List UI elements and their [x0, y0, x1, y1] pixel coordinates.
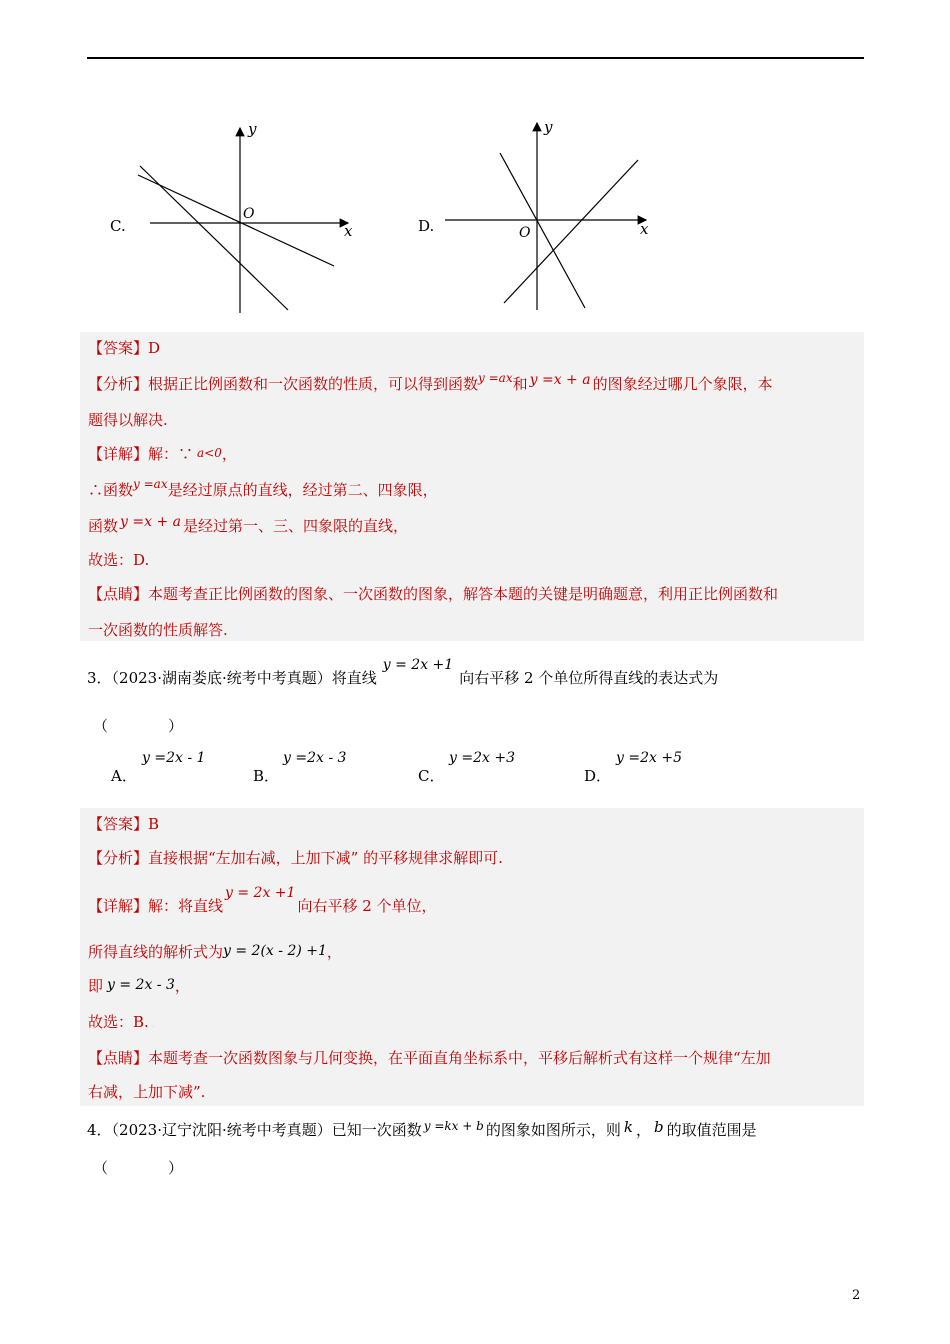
- formula-y-ax: y =ax: [133, 477, 168, 491]
- q2-line-b: [88, 516, 408, 537]
- x-axis-label: x: [640, 220, 649, 238]
- line-a-prefix: ∴函数: [88, 481, 134, 499]
- q4-stem-mid: 的图象如图所示，则: [485, 1121, 621, 1139]
- graph-c: [130, 118, 360, 318]
- q3-solution-box: [80, 808, 864, 1106]
- q4-stem-prefix: 4．（2023·辽宁沈阳·统考中考真题）已知一次函数: [87, 1121, 422, 1139]
- q3-choose: 故选：B.: [88, 1013, 149, 1031]
- line-a-suffix: 是经过原点的直线，经过第二、四象限，: [167, 481, 438, 499]
- formula-y-x-a: y =x + a: [120, 514, 181, 530]
- q3-analysis: 【分析】直接根据“左加右减，上加下减” 的平移规律求解即可.: [88, 849, 503, 867]
- line-b-suffix: 是经过第一、三、四象限的直线，: [182, 517, 408, 535]
- q3-option-b-formula: y =2x - 3: [283, 750, 347, 766]
- formula-y-2x-1: y = 2x +1: [382, 657, 454, 673]
- formula-y-2x-3: y = 2x - 3: [107, 977, 175, 993]
- q2-answer: 【答案】D: [88, 339, 161, 357]
- q3-option-a-label: A．: [111, 767, 137, 785]
- q4-paren: （ ）: [93, 1159, 184, 1177]
- detail-suffix: 向右平移 2 个单位，: [297, 897, 437, 915]
- detail-text: 【详解】解：将直线: [88, 897, 224, 915]
- q4-sep: ，: [635, 1121, 651, 1139]
- var-k: k: [623, 1118, 633, 1136]
- var-b: b: [653, 1118, 664, 1136]
- q3-result: [88, 942, 342, 963]
- formula-y-kx-b: y =kx + b: [423, 1119, 484, 1133]
- simplified-comma: ，: [174, 977, 190, 995]
- q3-simplified: [88, 976, 190, 997]
- detail-text: 【详解】解：∵: [88, 445, 194, 463]
- formula-y-2x-1: y = 2x +1: [225, 885, 296, 901]
- x-axis-label: x: [344, 222, 353, 240]
- option-d-label: D.: [418, 217, 435, 235]
- q2-analysis: [88, 371, 773, 395]
- q3-detail: [88, 885, 437, 917]
- line-b-prefix: 函数: [88, 517, 119, 535]
- q2-detail: [88, 444, 237, 465]
- q3-option-d-formula: y =2x +5: [616, 750, 682, 766]
- condition-a-lt-0: a<0: [197, 446, 222, 460]
- q3-option-b-label: B．: [253, 767, 280, 785]
- simplified-prefix: 即: [88, 977, 104, 995]
- q3-option-d-label: D．: [584, 767, 612, 785]
- formula-y-ax: y =ax: [478, 371, 513, 385]
- q2-line-a: [88, 477, 438, 501]
- q2-choose: 故选：D.: [88, 551, 150, 569]
- q3-answer: 【答案】B: [88, 815, 160, 833]
- result-comma: ，: [326, 943, 342, 961]
- q2-analysis-line2: 题得以解决.: [88, 411, 168, 429]
- origin-label: O: [519, 225, 531, 241]
- detail-comma: ，: [221, 445, 237, 463]
- graph-d: [440, 118, 660, 318]
- formula-translated: y = 2(x - 2) +1: [223, 943, 327, 959]
- header-rule: [87, 57, 864, 59]
- page-number: 2: [852, 1288, 861, 1303]
- analysis-text: 【分析】根据正比例函数和一次函数的性质，可以得到函数: [88, 375, 479, 393]
- origin-label: O: [243, 206, 255, 222]
- q4-stem-suffix: 的取值范围是: [666, 1121, 757, 1139]
- q3-paren: （ ）: [93, 717, 184, 735]
- q3-stem-prefix: 3．（2023·湖南娄底·统考中考真题）将直线: [87, 669, 377, 687]
- option-c-label: C.: [110, 217, 126, 235]
- formula-y-x-a: y =x + a: [529, 372, 591, 388]
- analysis-text-2: 的图象经过哪几个象限，本: [592, 375, 773, 393]
- q3-option-c-formula: y =2x +3: [449, 750, 515, 766]
- q3-stem-suffix: 向右平移 2 个单位所得直线的表达式为: [459, 669, 719, 687]
- q3-stem: [87, 657, 719, 689]
- q4-stem: [87, 1120, 757, 1141]
- analysis-and: 和: [512, 375, 528, 393]
- q2-solution-box: [80, 332, 864, 641]
- line-2: [138, 175, 334, 266]
- q2-comment-line1: 【点睛】本题考查正比例函数的图象、一次函数的图象，解答本题的关键是明确题意，利用正比例函数和: [88, 585, 779, 603]
- y-axis-label: y: [248, 120, 257, 138]
- result-prefix: 所得直线的解析式为: [88, 943, 224, 961]
- y-axis-label: y: [544, 118, 553, 136]
- q3-comment-line2: 右减，上加下减”.: [88, 1083, 206, 1101]
- line-1: [140, 166, 288, 310]
- q3-comment-line1: 【点睛】本题考查一次函数图象与几何变换，在平面直角坐标系中，平移后解析式有这样一个规律“左加: [88, 1049, 771, 1067]
- q3-option-a-formula: y =2x - 1: [142, 750, 206, 766]
- q3-option-c-label: C．: [418, 767, 445, 785]
- q2-comment-line2: 一次函数的性质解答.: [88, 621, 228, 639]
